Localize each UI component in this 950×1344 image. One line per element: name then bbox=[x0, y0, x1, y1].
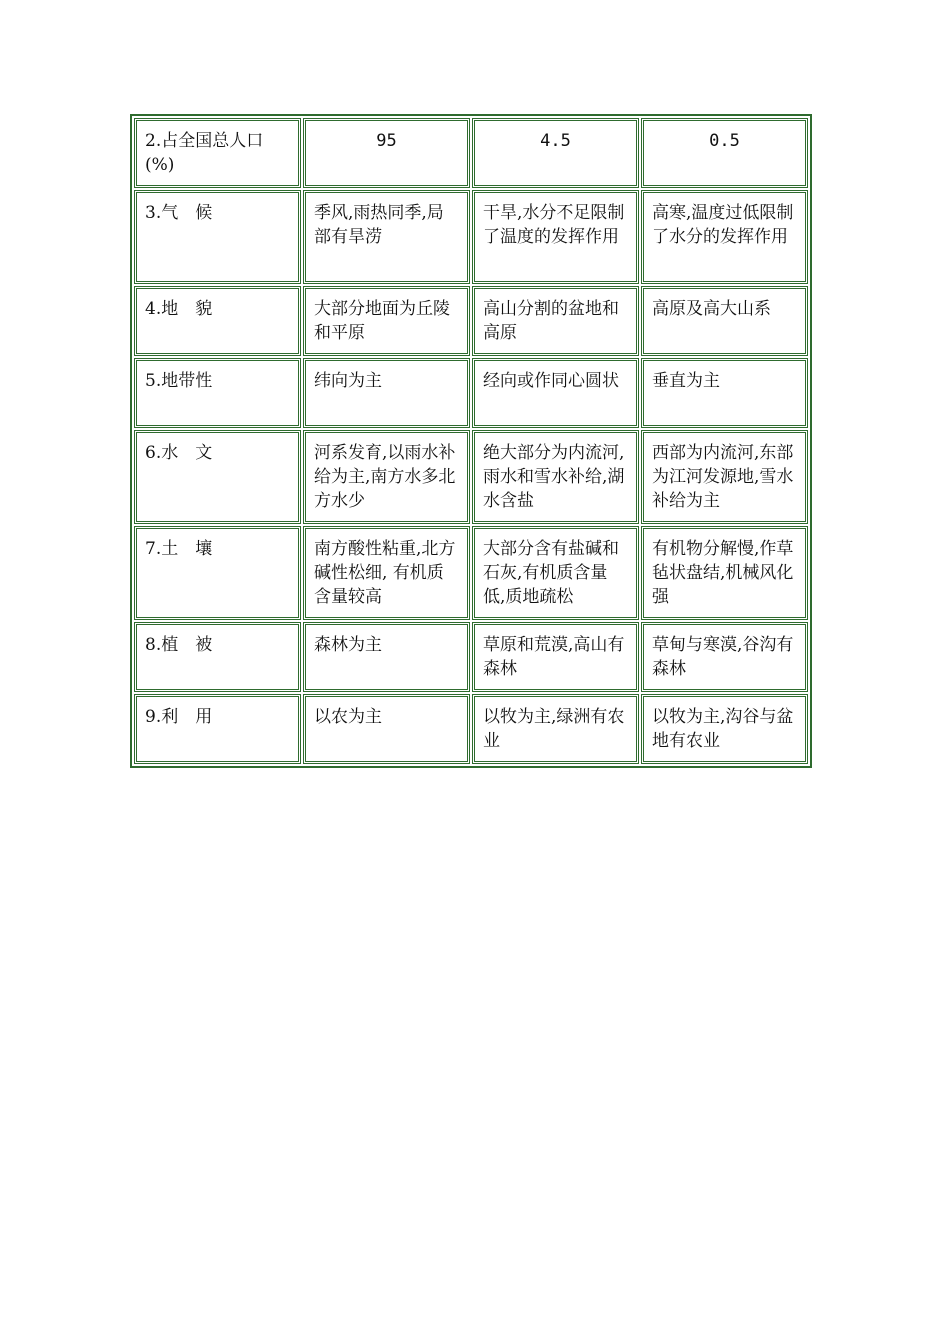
cell-qinghai-tibet: 垂直为主 bbox=[641, 358, 808, 428]
cell-east: 河系发育,以雨水补给为主,南方水多北方水少 bbox=[303, 430, 470, 524]
geography-comparison-table bbox=[130, 114, 812, 768]
table-row bbox=[134, 118, 808, 188]
cell-east: 森林为主 bbox=[303, 622, 470, 692]
cell-qinghai-tibet: 高寒,温度过低限制了水分的发挥作用 bbox=[641, 190, 808, 284]
cell-qinghai-tibet: 高原及高大山系 bbox=[641, 286, 808, 356]
row-label: 3.气 候 bbox=[134, 190, 301, 284]
cell-qinghai-tibet: 草甸与寒漠,谷沟有森林 bbox=[641, 622, 808, 692]
cell-northwest: 以牧为主,绿洲有农业 bbox=[472, 694, 639, 764]
table-row bbox=[134, 526, 808, 620]
cell-qinghai-tibet: 西部为内流河,东部为江河发源地,雪水补给为主 bbox=[641, 430, 808, 524]
cell-qinghai-tibet: 有机物分解慢,作草毡状盘结,机械风化强 bbox=[641, 526, 808, 620]
cell-east: 以农为主 bbox=[303, 694, 470, 764]
table-row bbox=[134, 622, 808, 692]
row-label: 4.地 貌 bbox=[134, 286, 301, 356]
cell-northwest: 4.5 bbox=[472, 118, 639, 188]
cell-east: 大部分地面为丘陵和平原 bbox=[303, 286, 470, 356]
cell-northwest: 草原和荒漠,高山有森林 bbox=[472, 622, 639, 692]
cell-east: 95 bbox=[303, 118, 470, 188]
cell-east: 季风,雨热同季,局部有旱涝 bbox=[303, 190, 470, 284]
cell-qinghai-tibet: 0.5 bbox=[641, 118, 808, 188]
row-label: 6.水 文 bbox=[134, 430, 301, 524]
cell-qinghai-tibet: 以牧为主,沟谷与盆地有农业 bbox=[641, 694, 808, 764]
cell-northwest: 绝大部分为内流河,雨水和雪水补给,湖水含盐 bbox=[472, 430, 639, 524]
table-row bbox=[134, 190, 808, 284]
cell-northwest: 经向或作同心圆状 bbox=[472, 358, 639, 428]
cell-northwest: 大部分含有盐碱和石灰,有机质含量低,质地疏松 bbox=[472, 526, 639, 620]
cell-northwest: 干旱,水分不足限制了温度的发挥作用 bbox=[472, 190, 639, 284]
row-label: 2.占全国总人口(%) bbox=[134, 118, 301, 188]
table-row bbox=[134, 430, 808, 524]
cell-east: 纬向为主 bbox=[303, 358, 470, 428]
row-label: 9.利 用 bbox=[134, 694, 301, 764]
row-label: 8.植 被 bbox=[134, 622, 301, 692]
cell-east: 南方酸性粘重,北方碱性松细, 有机质含量较高 bbox=[303, 526, 470, 620]
table-row bbox=[134, 358, 808, 428]
table-row bbox=[134, 694, 808, 764]
row-label: 7.土 壤 bbox=[134, 526, 301, 620]
row-label: 5.地带性 bbox=[134, 358, 301, 428]
table-row bbox=[134, 286, 808, 356]
cell-northwest: 高山分割的盆地和高原 bbox=[472, 286, 639, 356]
